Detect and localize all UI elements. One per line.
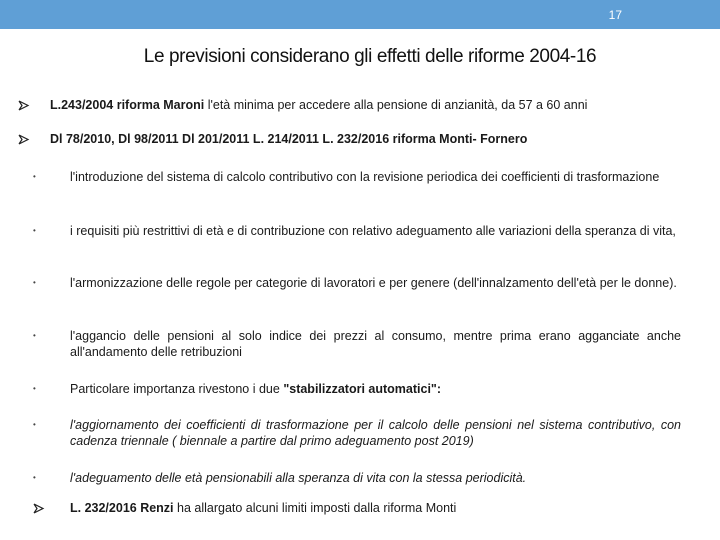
- list-item-text: l'aggiornamento dei coefficienti di trasformazione per il calcolo delle pensioni nel sistema contributivo, con cadenza triennale ( biennale a partire dal primo adeguamento post 2019): [70, 418, 681, 448]
- list-item-text: l'adeguamento delle età pensionabili alla speranza di vita con la stessa periodicità.: [70, 471, 527, 485]
- stabilizers-label: "stabilizzatori automatici":: [283, 382, 442, 396]
- list-item-text: l'introduzione del sistema di calcolo contributivo con la revisione periodica dei coefficienti di trasformazione: [70, 170, 660, 184]
- arrow-bullet-icon: [18, 134, 30, 145]
- arrow-bullet-icon: [33, 503, 45, 514]
- heading-renzi-desc: ha allargato alcuni limiti imposti dalla riforma Monti: [173, 501, 457, 515]
- heading-renzi-law: L. 232/2016 Renzi: [70, 501, 174, 515]
- dot-bullet-icon: •: [33, 172, 36, 181]
- list-item-text: l'armonizzazione delle regole per categorie di lavoratori e per genere (dell'innalzamento dell'età per le donne).: [70, 276, 677, 290]
- heading-monti-fornero-text: Dl 78/2010, Dl 98/2011 Dl 201/2011 L. 214/2011 L. 232/2016 riforma Monti- Fornero: [50, 132, 528, 146]
- dot-bullet-icon: •: [33, 420, 36, 429]
- heading-maroni-desc: l'età minima per accedere alla pensione di anzianità, da 57 a 60 anni: [204, 98, 588, 112]
- stabilizers-intro: Particolare importanza rivestono i due: [70, 382, 284, 396]
- list-item-text: i requisiti più restrittivi di età e di contribuzione con relativo adeguamento alle variazioni della speranza di vita,: [70, 224, 676, 238]
- heading-maroni-law: L.243/2004 riforma Maroni: [50, 98, 205, 112]
- heading-renzi-text: [70, 500, 681, 516]
- arrow-bullet-icon: [18, 100, 30, 111]
- list-item-text: l'aggancio delle pensioni al solo indice dei prezzi al consumo, mentre prima erano agganciate anche all'andamento delle retribuzioni: [70, 329, 681, 359]
- page-number: 17: [608, 8, 622, 22]
- dot-bullet-icon: •: [33, 278, 36, 287]
- header-bar: [0, 0, 720, 29]
- dot-bullet-icon: •: [33, 473, 36, 482]
- dot-bullet-icon: •: [33, 384, 36, 393]
- list-item-text: [70, 381, 681, 397]
- heading-maroni-text: [50, 97, 690, 113]
- dot-bullet-icon: •: [33, 226, 36, 235]
- dot-bullet-icon: •: [33, 331, 36, 340]
- slide-title: Le previsioni considerano gli effetti delle riforme 2004-16: [143, 46, 597, 67]
